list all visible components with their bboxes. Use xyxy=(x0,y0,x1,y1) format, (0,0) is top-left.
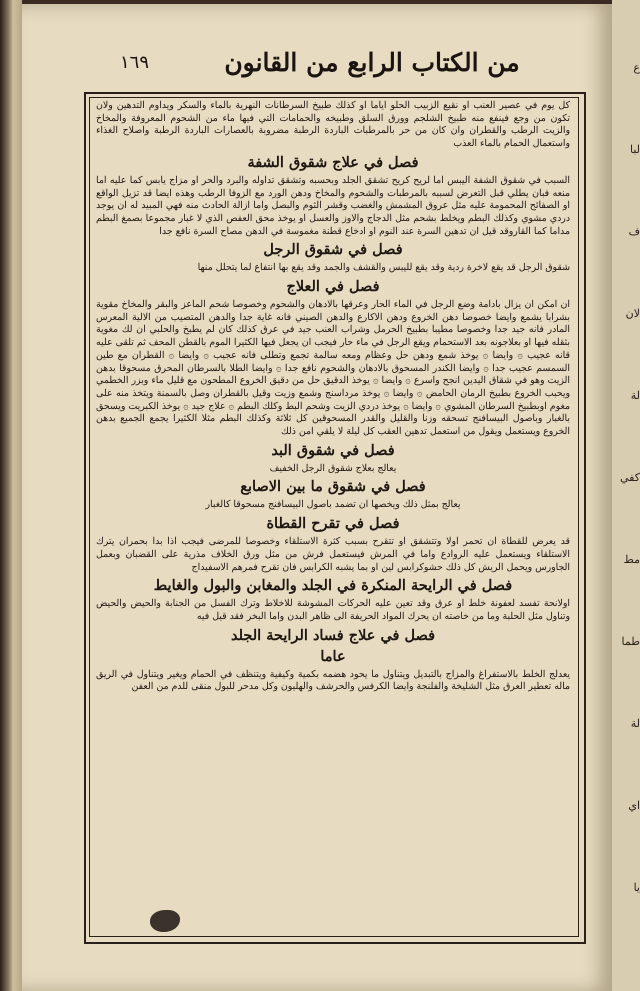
paragraph: ان امكن ان يزال بادامة وضع الرجل في الماء الحار وعرقها بالادهان والشحوم وخصوصا شحم الماعز والبقر والمخاخ مقوية بشرابا يشمع وايضا خصوصا دهن الخروع ودهن الاكارع والدهن الصيني فانه غاية جدا والدهن المتصيب من الالية المعرس المادر فانه جيد جدا وخصوصا مطيبا بطبيخ الحرمل وشراب العنب جيد في عرق كذلك كان لم يطبخ والحلبي ان لك مغوية بثقله فيها او بعلاجونه بعد الاستحمام ويقع الرجل في ماء حار فيجب ان يجعل فيها الكثيرا الموم بالقطن المحف ثم تلقى عليه قانه عجيب ۞ وايضا ۞ يوخذ شمع ودهن حل وعظام ومعه سالمة تجمع وتطلى فانه عجيب ۞ وايضا ۞ القطران مع طين السمسم عجيب جدا ۞ وايضا الكندر المسحوق بالادهان والشحوم نافع جدا ۞ وايضا الطلا بالسرطان المحرق مسحوقا بدهن الزيت وهو في شقاق اليدين انجح واسرع ۞ وايضا ۞ يوخذ الدقيق حل من دقيق الخروع المطحون مع قليل ماء وبزر الخطمي ويحبب الخروع بطبيخ الرمان الحامض ۞ وايضا ۞ يوخذ مرداسنج وشمع وزيت وقيل بالقطران وصل بالسمنة ويتخذ منه على مغوم اوبطبيخ السرطان المشوي ۞ وايضا ۞ يوخذ دردي الزيت وشحم البط وكلك البطم ۞ علاج جيد ۞ يوخذ الكبريت ويسحق بالغبار وباصول البيسافنج تسحقه وزنا والقليل والقدر المسحوقين كل ثلاثة وكذلك البطم مثلا الكثيرا يجمع الجميع بدهن الخروع ويستعمل ويقول من استعمل تدهين العقب كل ليلة لا يلقي امن ذلك xyxy=(96,299,570,438)
running-title: من الكتاب الرابع من القانون xyxy=(224,48,520,77)
paragraph: يعدلج الخلط بالاستفراغ والمزاج بالتبديل ويتناول ما يحود هضمه بكمية وكيفية ويتنظف في الحمام ويغير ويتناول في الريق ماله تعطير العرق مثل الشليخة والفلنجة وايضا الكرفس والحرشف والهليون وكل مدحر للبول منقى للدم من العفن xyxy=(96,668,570,693)
facing-page-fragment: لان xyxy=(625,307,640,320)
book-fore-edge xyxy=(0,0,22,991)
paragraph: يعالج بمثل ذلك ويخصها ان تضمد باصول البيسافنج مسحوقا كالغبار xyxy=(205,499,461,511)
facing-page-fragment: لة xyxy=(630,717,640,730)
paragraph: كل يوم في عصير العنب او نقيع الزبيب الحلو اياما او كذلك طبيخ السرطانات النهرية بالماء والسكر ويداوم التدهين ولان تكون من وجع فينفع منه طبيخ الشلجم وورق السلق وطبيخه والحمامات التي فيها ماء من الشحوم المعروفة والمخاخ والزيت الرطب والقطران وان كان من حر بالمرطبات الباردة الرطبة مضروبة بالعصارات الباردة الرطبة واصلاح الغذاء واستعمال الحمام بالماء العذب xyxy=(96,100,570,150)
section-heading: فصل في الرايحة المنكرة في الجلد والمغابن والبول والغايط xyxy=(153,577,513,595)
section-heading: فصل في شقوق ما بين الاصابع xyxy=(240,478,426,496)
section-heading: فصل في علاج شقوق الشفة xyxy=(247,153,419,171)
facing-page-edge xyxy=(612,0,640,991)
page-number: ١٦٩ xyxy=(120,52,150,73)
section-heading: فصل في العلاج xyxy=(286,278,380,296)
section-heading: فصل في تقرح القطاة xyxy=(266,515,400,533)
section-heading: فصل في شقوق البد xyxy=(271,441,395,459)
facing-page-fragment: مط xyxy=(623,553,640,566)
facing-page-fragment: لة xyxy=(630,389,640,402)
facing-page-fragment: اي xyxy=(628,799,640,812)
facing-page-fragment: طما xyxy=(621,635,640,648)
facing-page-fragment: كفي xyxy=(620,471,640,484)
paragraph: اولانحة تفسد لعفونة خلط او عرق وقد تعين عليه الحركات المشوشة للاخلاط وترك الفسل من الجنابة والحيض والحيض وتناول مثل الحلبة وما من خاصته ان يحرك المواد الحريفة الى ظاهر البدن واما البخر فقد قيل فيه xyxy=(96,598,570,622)
main-text-block xyxy=(96,100,570,930)
section-heading: فصل في علاج فساد الرايحة الجلد xyxy=(230,626,435,644)
section-heading: عاما xyxy=(320,647,346,665)
facing-page-fragment: ف xyxy=(628,225,640,238)
section-heading: فصل في شقوق الرجل xyxy=(263,241,403,259)
paragraph: قد يعرض للقطاة ان تحمر اولا وتتشقق او تتقرح بسبب كثرة الاستلقاء وخصوصا للمرضى فيجب اذا بدا بحمران يترك الاستلقاء ويستعمل عليه الروادع واما في المرش فيستعمل فرش من مثل ورق الخلاف مذرية على القضبان وبعمل الجاورس ويحمل الريش كل ذلك حشوكرابس لين او بما يشبه الكرابس فان تقرح فمرهم الاسفيداج xyxy=(96,536,570,573)
paragraph: السبب في شقوق الشفة اليبس اما لريح كريح تشقق الجلد وبحسبه وتشقق تداوله والبرد والحر او مزاج يابس كما عليه اما منعه فبان يطلي قبل التعرض لسببه بالمرطبات والشحوم والمخاخ ودهن الورد مع الزوفا الرطب وهذه ايضا قد تزيل الواقع او الصفائح المحمومة عليه مثل عروق المشمش والغضب وقشر الثوم والبصل واما ازالة الحادث منه فهي المبيد له ان يوجد دردي مشوي وكذلك البطم ويخلط بشحم مثل الدجاج والاوز والعسل او يوخذ محق العفص الذي لا غبار مجموعا بصمغ البطم مداما كما القاروقد قيل ان تدهين السرة عند النوم او ادخاع قطنة مغموسة في الدهن مصاح السرة نافع جدا xyxy=(96,174,570,237)
facing-page-fragment: ع xyxy=(633,61,640,74)
facing-page-fragment: يا xyxy=(633,881,640,894)
paragraph: يعالج بعلاج شقوق الرجل الخفيف xyxy=(269,462,397,474)
paragraph: شقوق الرجل قد يقع لاخرة ردية وقد يقع لليبس والقشف والجمد وقد يقع بها انتفاع لما يتحلل منها xyxy=(197,262,570,274)
facing-page-fragment: لبا xyxy=(629,143,640,156)
